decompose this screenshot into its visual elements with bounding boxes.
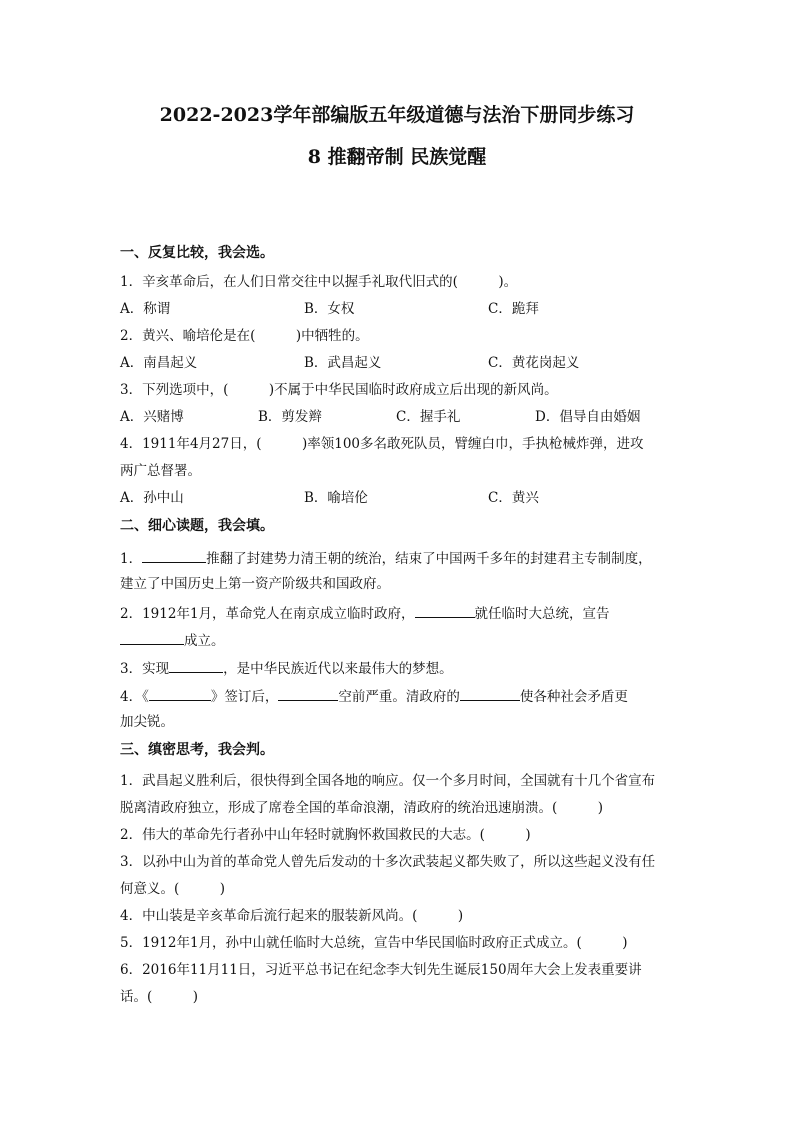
- s1-q1-option-a: A．称谓: [120, 301, 171, 317]
- s3-question-1-line-1: 1．武昌起义胜利后，很快得到全国各地的响应。仅一个多月时间，全国就有十几个省宣布: [120, 773, 656, 789]
- fill-blank[interactable]: [142, 548, 206, 563]
- s3-question-3-line-2: 何意义。( ): [120, 881, 226, 897]
- fill-blank[interactable]: [415, 603, 475, 618]
- s2-q1-text: 推翻了封建势力清王朝的统治，结束了中国两千多年的封建君主专制制度，: [206, 551, 652, 567]
- s2-question-2-line-2: [120, 630, 680, 650]
- s2-q4-text-a: 4．《: [120, 689, 149, 705]
- s1-question-3: 3．下列选项中，( )不属于中华民国临时政府成立后出现的新风尚。: [120, 382, 558, 398]
- s1-q1-option-b: B．女权: [304, 301, 355, 317]
- s1-q3-option-d: D．倡导自由婚姻: [535, 409, 641, 425]
- s2-question-4-line-2: 加尖锐。: [120, 714, 174, 730]
- s1-q2-option-a: A．南昌起义: [120, 355, 198, 371]
- s3-question-1-line-2: 脱离清政府独立，形成了席卷全国的革命浪潮，清政府的统治迅速崩溃。( ): [120, 800, 604, 816]
- s2-q2-text-c: 成立。: [184, 633, 225, 649]
- fill-blank[interactable]: [120, 630, 184, 645]
- s1-question-1: 1．辛亥革命后，在人们日常交往中以握手礼取代旧式的( )。: [120, 274, 518, 290]
- s3-question-6-line-2: 话。( ): [120, 989, 199, 1005]
- section-3-heading: 三、缜密思考，我会判。: [120, 742, 274, 758]
- fill-blank[interactable]: [278, 686, 338, 701]
- s1-question-4-line-1: 4．1911年4月27日，( )率领100多名敢死队员，臂缠白巾，手执枪械炸弹，进攻: [120, 436, 644, 452]
- s1-q3-option-b: B．剪发辫: [258, 409, 322, 425]
- s1-question-4-line-2: 两广总督署。: [120, 463, 201, 479]
- s2-q3-text-b: ，是中华民族近代以来最伟大的梦想。: [223, 661, 453, 677]
- s2-q3-text-a: 3．实现: [120, 661, 170, 677]
- s3-question-5: 5．1912年1月，孙中山就任临时大总统，宣告中华民国临时政府正式成立。( ): [120, 935, 628, 951]
- document-title: 2022-2023学年部编版五年级道德与法治下册同步练习: [159, 104, 635, 126]
- s3-question-2: 2．伟大的革命先行者孙中山年轻时就胸怀救国救民的大志。( ): [120, 827, 531, 843]
- s2-question-1-line-1: [120, 548, 680, 568]
- s1-q2-option-c: C．黄花岗起义: [488, 355, 580, 371]
- fill-blank[interactable]: [460, 686, 520, 701]
- s1-q2-option-b: B．武昌起义: [304, 355, 382, 371]
- s1-q4-option-a: A．孙中山: [120, 490, 184, 506]
- s2-q4-text-c: 空前严重。清政府的: [338, 689, 460, 705]
- s1-question-2: 2．黄兴、喻培伦是在( )中牺牲的。: [120, 328, 369, 344]
- s2-question-3: [120, 658, 680, 678]
- s2-q2-text-a: 2．1912年1月，革命党人在南京成立临时政府，: [120, 606, 415, 622]
- s2-question-1-line-2: 建立了中国历史上第一资产阶级共和国政府。: [120, 576, 390, 592]
- s2-q2-text-b: 就任临时大总统，宣告: [474, 606, 610, 622]
- s1-q1-option-c: C．跪拜: [488, 301, 539, 317]
- fill-blank[interactable]: [149, 686, 211, 701]
- fill-blank[interactable]: [169, 658, 223, 673]
- s3-question-3-line-1: 3．以孙中山为首的革命党人曾先后发动的十多次武装起义都失败了，所以这些起义没有任: [120, 854, 656, 870]
- s1-q3-option-a: A．兴赌博: [120, 409, 184, 425]
- s1-q4-option-c: C．黄兴: [488, 490, 539, 506]
- s2-question-4-line-1: [120, 686, 680, 706]
- s2-q4-text-d: 使各种社会矛盾更: [519, 689, 628, 705]
- lesson-title: 8 推翻帝制 民族觉醒: [307, 146, 487, 168]
- section-1-heading: 一、反复比较，我会选。: [120, 245, 274, 261]
- s2-question-2-line-1: [120, 603, 680, 623]
- s2-q1-number: 1．: [120, 551, 143, 567]
- s1-q3-option-c: C．握手礼: [396, 409, 461, 425]
- s3-question-4: 4．中山装是辛亥革命后流行起来的服装新风尚。( ): [120, 908, 464, 924]
- s2-q4-text-b: 》签订后，: [210, 689, 279, 705]
- s1-q4-option-b: B．喻培伦: [304, 490, 368, 506]
- s3-question-6-line-1: 6．2016年11月11日，习近平总书记在纪念李大钊先生诞辰150周年大会上发表重要讲: [120, 962, 642, 978]
- section-2-heading: 二、细心读题，我会填。: [120, 518, 274, 534]
